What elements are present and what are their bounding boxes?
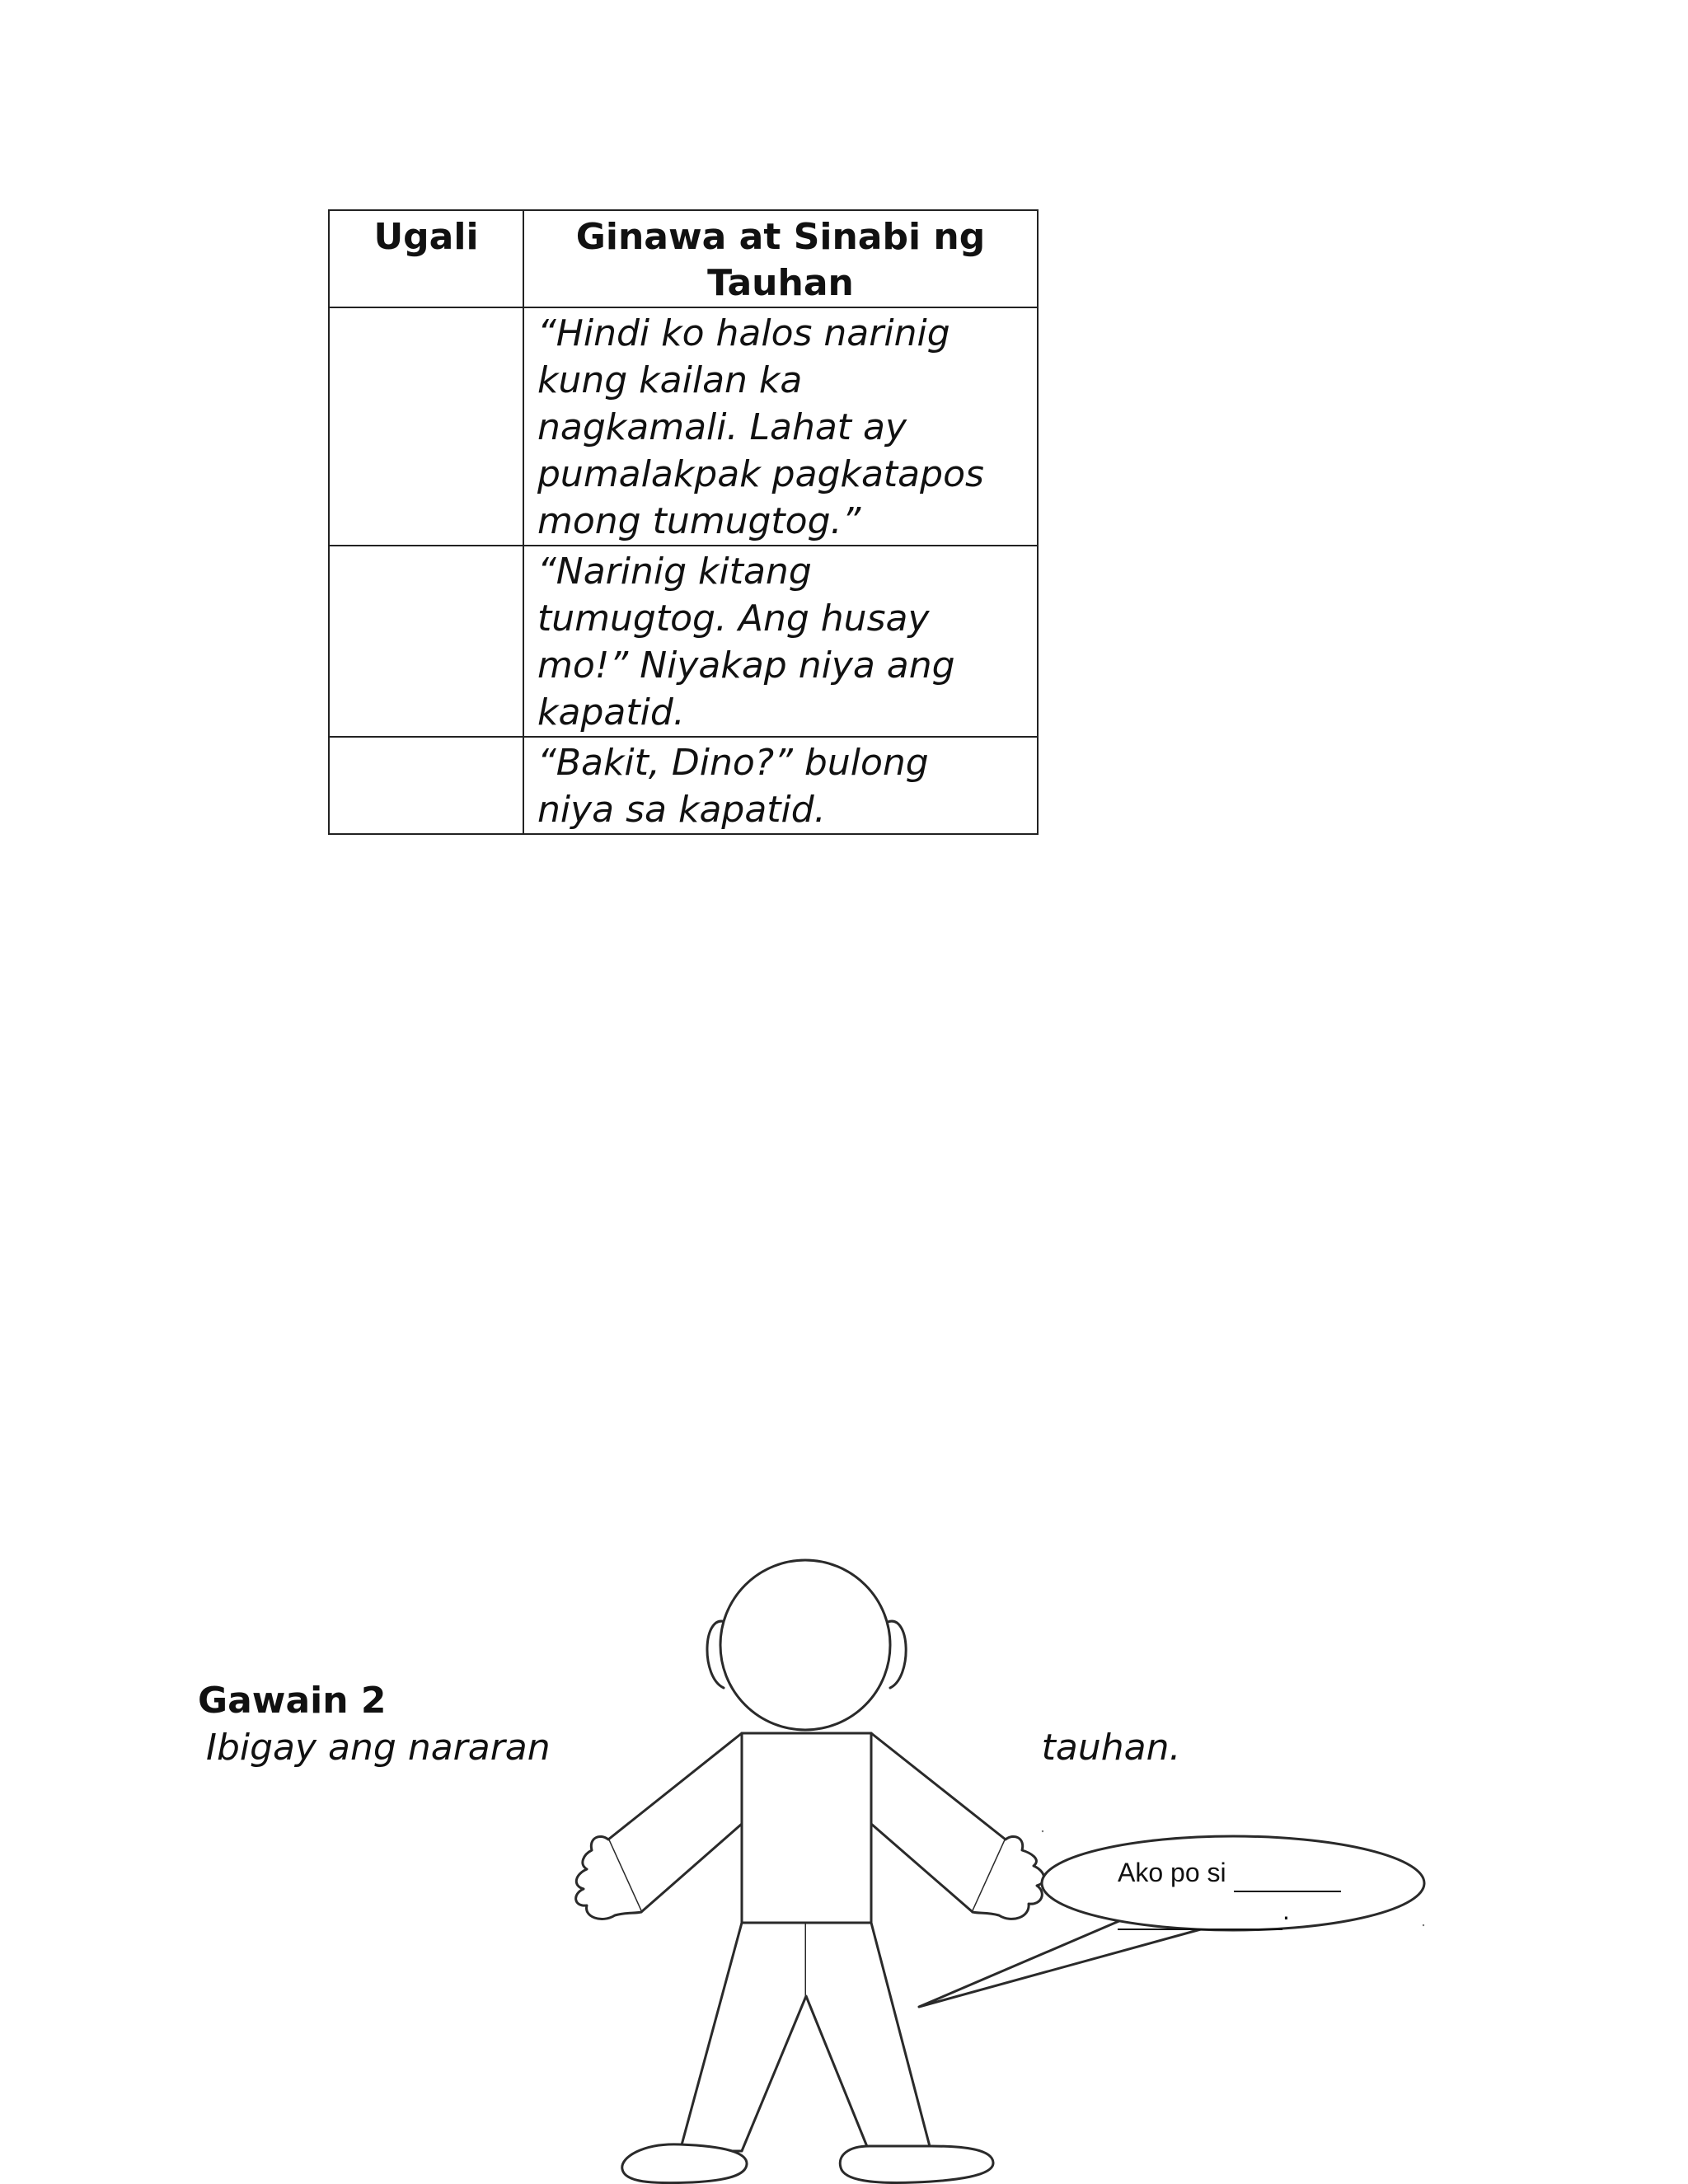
speech-bubble-tail (919, 1920, 1216, 2007)
quote-line: niya sa kapatid. (537, 789, 826, 831)
quote-line: mong tumugtog.” (537, 500, 861, 542)
instruction-right-text: tauhan. (1041, 1727, 1181, 1769)
quote-line: tumugtog. Ang husay (537, 598, 930, 640)
name-blank-line-1[interactable] (1234, 1854, 1341, 1892)
scan-speck (1042, 1830, 1043, 1832)
name-blank-line-2[interactable] (1118, 1892, 1282, 1930)
speech-bubble-text (1118, 1854, 1381, 1930)
quote-line: “Bakit, Dino?” bulong (537, 742, 929, 784)
quote-line: kapatid. (537, 691, 685, 733)
quote-line: kung kailan ka (537, 359, 803, 401)
scan-speck (1423, 1924, 1424, 1926)
quote-line: pumalakpak pagkatapos (537, 453, 984, 495)
left-leg-icon (680, 1923, 806, 2151)
header-ugali: Ugali (329, 210, 523, 307)
quote-line: mo!” Niyakap niya ang (537, 644, 955, 687)
right-leg-icon (806, 1923, 931, 2153)
speech-bubble-end-mark: . (1282, 1896, 1290, 1925)
right-shoe-icon (840, 2146, 993, 2182)
left-shoe-icon (622, 2144, 747, 2183)
quote-line: “Hindi ko halos narinig (537, 312, 950, 354)
speech-bubble-label: Ako po si (1118, 1858, 1226, 1887)
quote-line: “Narinig kitang (537, 551, 812, 593)
quote-line: nagkamali. Lahat ay (537, 406, 907, 448)
header-ginawa-at-sinabi: Ginawa at Sinabi ng Tauhan (523, 210, 1038, 307)
instruction-left-text: Ibigay ang nararan (206, 1727, 551, 1769)
head-icon (720, 1560, 890, 1730)
gawain-2-title: Gawain 2 (198, 1680, 387, 1722)
torso-icon (742, 1733, 871, 1923)
